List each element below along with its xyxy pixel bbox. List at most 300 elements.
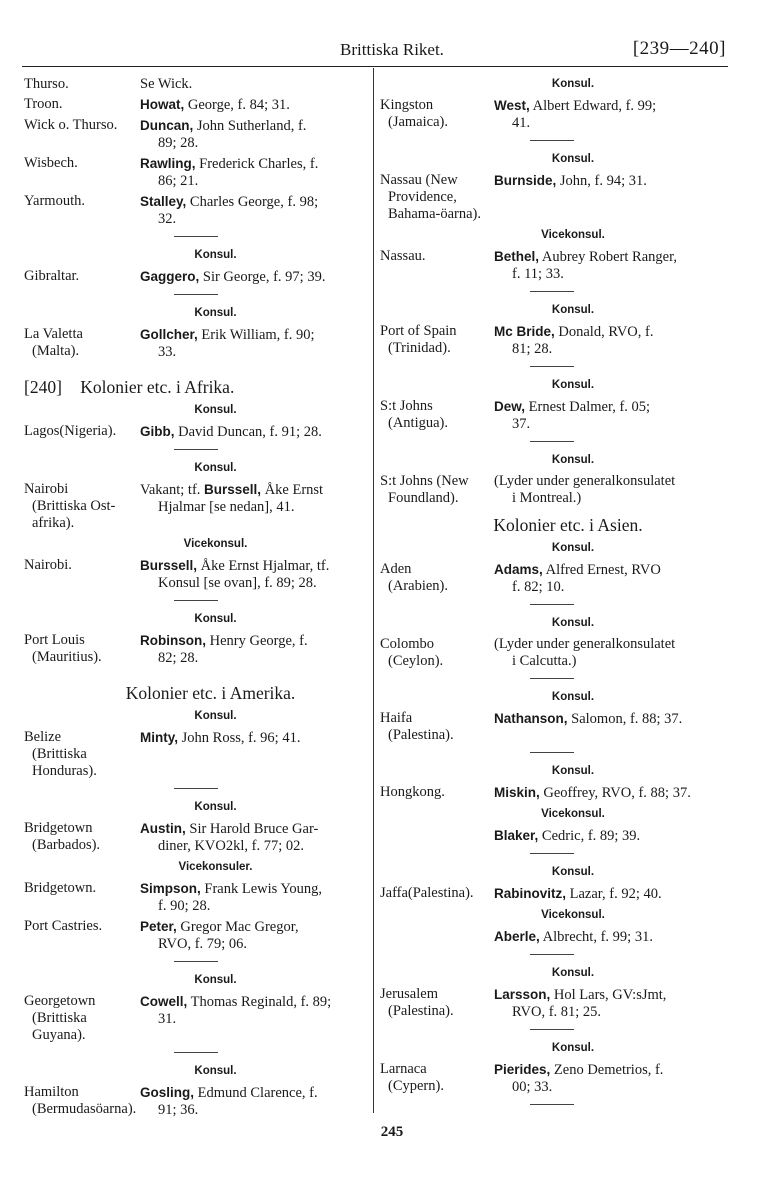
entry-location: [24, 481, 140, 532]
location-line: Colombo: [380, 636, 434, 652]
entry: [380, 172, 726, 223]
column-divider: [373, 68, 374, 1113]
entry: [380, 323, 726, 358]
person-first-line: [494, 1061, 726, 1079]
entry-person: [494, 784, 726, 802]
section-label: Konsul.: [551, 691, 595, 703]
page-number: 245: [380, 1124, 404, 1140]
location-line: S:t Johns (New: [380, 473, 469, 489]
entry: [24, 918, 367, 953]
location-line: (Ceylon).: [388, 653, 444, 669]
person-name: Aberle,: [494, 929, 540, 944]
location-line: S:t Johns: [380, 398, 433, 414]
entry-person: [494, 710, 726, 744]
person-first-line: [140, 557, 367, 575]
person-details: Charles George, f. 98;: [189, 194, 319, 210]
entry-location: [380, 885, 494, 903]
location-line: (Malta).: [32, 343, 80, 359]
location-line: Nassau.: [380, 248, 426, 264]
person-name: Adams,: [494, 562, 543, 577]
entry: [24, 268, 367, 286]
person-details: David Duncan, f. 91; 28.: [178, 424, 322, 440]
entry-location: [24, 76, 140, 93]
entry-location: [380, 248, 494, 283]
entry: [380, 928, 726, 946]
entry-location: [24, 326, 140, 361]
entry-location: [380, 710, 494, 744]
entry: [24, 326, 367, 361]
person-name: Bethel,: [494, 249, 540, 264]
location-line: Port Castries.: [24, 918, 103, 934]
location-line: afrika).: [32, 515, 75, 531]
entry: [380, 636, 726, 670]
entry-person: [140, 423, 367, 441]
person-details-cont: 00; 33.: [512, 1079, 553, 1095]
location-line: Belize: [24, 729, 62, 745]
separator-rule: [174, 788, 218, 789]
entry: [24, 481, 367, 532]
person-first-line: [494, 710, 726, 728]
entry-person: [140, 557, 367, 592]
person-first-line: [140, 918, 367, 936]
person-name: Gaggero,: [140, 269, 200, 284]
entry: [380, 1061, 726, 1096]
person-details-cont: 37.: [512, 416, 531, 432]
person-details: Zeno Demetrios, f.: [553, 1062, 664, 1078]
section-number: [240]: [24, 377, 62, 397]
person-details-cont: 86; 21.: [158, 173, 199, 189]
person-details-cont: diner, KVO2kl, f. 77; 02.: [158, 838, 305, 854]
location-line: (Jamaica).: [388, 114, 448, 130]
person-name: West,: [494, 98, 530, 113]
entry-location: [380, 473, 494, 507]
entry-location: [24, 193, 140, 228]
location-line: (Brittiska Ost-: [32, 498, 116, 514]
section-label: Konsul.: [194, 404, 237, 416]
location-line: (Cypern).: [388, 1078, 444, 1094]
entry: [380, 398, 726, 433]
separator-rule: [174, 449, 218, 450]
separator-rule: [174, 294, 218, 295]
person-details-cont: f. 11; 33.: [512, 266, 564, 282]
left-top-entries: [24, 76, 367, 228]
entry: [24, 155, 367, 190]
section-label: Konsul.: [551, 1042, 595, 1054]
separator-rule: [530, 1104, 574, 1105]
section-label: Konsul.: [551, 454, 595, 466]
page-header-title: Brittiska Riket.: [340, 40, 444, 59]
location-line: (Barbados).: [32, 837, 101, 853]
person-details: Salomon, f. 88; 37.: [571, 711, 683, 727]
location-line: Nassau (New: [380, 172, 458, 188]
person-details: Åke Ernst: [264, 482, 324, 498]
location-line: (Arabien).: [388, 578, 448, 594]
person-details: Sir George, f. 97; 39.: [202, 269, 326, 285]
entry-location: [380, 398, 494, 433]
person-name: Dew,: [494, 399, 526, 414]
person-details-cont: 89; 28.: [158, 135, 199, 151]
entry: [380, 561, 726, 596]
person-first-line: [494, 636, 726, 653]
person-details: (Lyder under generalkonsulatet: [494, 636, 676, 652]
location-line: (Antigua).: [388, 415, 448, 431]
section-label: Konsul.: [194, 613, 237, 625]
person-name: Burssell,: [204, 482, 262, 497]
separator-rule: [530, 604, 574, 605]
section-label: Vicekonsul.: [541, 229, 605, 241]
entry-location: [380, 986, 494, 1021]
entry: [380, 827, 726, 845]
section-title: Kolonier etc. i Afrika.: [80, 377, 235, 397]
entry: [380, 97, 726, 132]
entry-person: [494, 928, 726, 946]
person-name: Rabinovitz,: [494, 886, 567, 901]
separator-rule: [174, 236, 218, 237]
entry: [380, 784, 726, 802]
entry-person: [140, 117, 367, 152]
section-label: Konsul.: [551, 153, 595, 165]
person-first-line: [494, 398, 726, 416]
location-line: Port Louis: [24, 632, 85, 648]
location-line: Honduras).: [32, 763, 97, 779]
entry: [24, 423, 367, 441]
person-name: Miskin,: [494, 785, 540, 800]
location-line: Haifa: [380, 710, 413, 726]
person-name: Blaker,: [494, 828, 539, 843]
person-name: Robinson,: [140, 633, 206, 648]
location-line: Port of Spain: [380, 323, 457, 339]
person-first-line: [140, 880, 367, 898]
person-name: Rawling,: [140, 156, 196, 171]
person-name: Minty,: [140, 730, 178, 745]
entry-location: [380, 97, 494, 132]
entry: [24, 820, 367, 855]
location-line: Thurso.: [24, 76, 69, 92]
section-label: Konsul.: [551, 379, 595, 391]
entry: [380, 885, 726, 903]
entry-location: [24, 820, 140, 855]
location-line: Lagos(Nigeria).: [24, 423, 117, 439]
location-line: (Brittiska: [32, 1010, 87, 1026]
header-rule: [22, 66, 728, 67]
section-label: Konsul.: [551, 78, 595, 90]
person-first-line: [140, 155, 367, 173]
person-first-line: [140, 76, 367, 93]
section-label: Konsul.: [551, 542, 595, 554]
person-first-line: [494, 784, 726, 802]
person-details: Alfred Ernest, RVO: [545, 562, 661, 578]
separator-rule: [530, 1029, 574, 1030]
entry-person: [140, 918, 367, 953]
separator-rule: [174, 1052, 218, 1053]
entry-person: [494, 398, 726, 433]
person-first-line: [494, 97, 726, 115]
section-heading-amerika: Kolonier etc. i Amerika.: [125, 683, 296, 703]
entry: [24, 993, 367, 1044]
entry-person: [140, 326, 367, 361]
person-details: Albert Edward, f. 99;: [532, 98, 657, 114]
entry-location: [380, 928, 494, 946]
entry-location: [24, 117, 140, 152]
person-first-line: [140, 423, 367, 441]
entry-location: [380, 784, 494, 802]
location-line: Kingston: [380, 97, 434, 113]
person-first-line: [140, 481, 367, 499]
person-first-line: [494, 928, 726, 946]
entry-location: [24, 729, 140, 780]
entry: [24, 117, 367, 152]
entry-location: [380, 1061, 494, 1096]
location-line: (Palestina).: [388, 1003, 454, 1019]
person-first-line: [494, 827, 726, 845]
entry-person: [494, 323, 726, 358]
person-details: Gregor Mac Gregor,: [180, 919, 299, 935]
entry-location: [24, 918, 140, 953]
person-first-line: [140, 117, 367, 135]
section-label: Vicekonsul.: [541, 909, 605, 921]
section-label: Konsul.: [194, 307, 237, 319]
person-details-cont: f. 90; 28.: [158, 898, 211, 914]
entry-person: [140, 193, 367, 228]
person-details: Donald, RVO, f.: [558, 324, 654, 340]
person-name: Gibb,: [140, 424, 175, 439]
entry: [380, 986, 726, 1021]
person-details: (Lyder under generalkonsulatet: [494, 473, 676, 489]
entry-person: [494, 986, 726, 1021]
person-first-line: [494, 473, 726, 490]
person-details-cont: Konsul [se ovan], f. 89; 28.: [158, 575, 317, 591]
entry-person: [494, 473, 726, 507]
entry-person: [140, 632, 367, 667]
entry: [380, 473, 726, 507]
location-line: Guyana).: [32, 1027, 86, 1043]
entry-location: [24, 632, 140, 667]
page-section-range: [239—240]: [632, 38, 726, 59]
section-label: Konsul.: [551, 765, 595, 777]
separator-rule: [530, 853, 574, 854]
person-details: John Sutherland, f.: [196, 118, 307, 134]
person-details-cont: 82; 28.: [158, 650, 199, 666]
person-details-cont: 31.: [158, 1011, 177, 1027]
entry-location: [24, 268, 140, 286]
entry-location: [24, 423, 140, 441]
section-label: Konsul.: [194, 710, 237, 722]
entry-location: [24, 880, 140, 915]
person-details: George, f. 84; 31.: [187, 97, 290, 113]
person-name: Howat,: [140, 97, 185, 112]
section-label: Konsul.: [194, 249, 237, 261]
person-details: John Ross, f. 96; 41.: [181, 730, 301, 746]
person-details: Geoffrey, RVO, f. 88; 37.: [543, 785, 691, 801]
person-name: Stalley,: [140, 194, 187, 209]
section-label: Konsul.: [194, 801, 237, 813]
entry-person: [494, 636, 726, 670]
location-line: (Mauritius).: [32, 649, 102, 665]
location-line: Yarmouth.: [24, 193, 85, 209]
location-line: Bridgetown.: [24, 880, 97, 896]
person-name: Burnside,: [494, 173, 557, 188]
entry-prefix: Vakant; tf.: [140, 482, 201, 498]
location-line: Bridgetown: [24, 820, 93, 836]
location-line: Aden: [380, 561, 412, 577]
section-label: Vicekonsul.: [541, 808, 605, 820]
entry-person: [494, 97, 726, 132]
person-details-cont: i Montreal.): [512, 490, 582, 506]
section-label: Konsul.: [194, 974, 237, 986]
entry-location: [24, 557, 140, 592]
entry: [24, 557, 367, 592]
entry: [24, 76, 367, 93]
entry-person: [140, 155, 367, 190]
section-label: Vicekonsuler.: [178, 861, 253, 873]
right-column: [380, 76, 726, 1111]
entry-person: [140, 880, 367, 915]
person-details: Cedric, f. 89; 39.: [541, 828, 641, 844]
entry-person: [494, 172, 726, 223]
location-line: Foundland).: [388, 490, 459, 506]
entry-person: [494, 561, 726, 596]
person-name: Gollcher,: [140, 327, 198, 342]
person-details-cont: 81; 28.: [512, 341, 553, 357]
entry-location: [380, 636, 494, 670]
entry-person: [494, 827, 726, 845]
separator-rule: [530, 678, 574, 679]
person-first-line: [494, 986, 726, 1004]
person-details: Aubrey Robert Ranger,: [541, 249, 677, 265]
location-line: Jaffa(Palestina).: [380, 885, 474, 901]
section-label: Konsul.: [551, 967, 595, 979]
person-name: Mc Bride,: [494, 324, 555, 339]
person-name: Austin,: [140, 821, 186, 836]
person-name: Duncan,: [140, 118, 194, 133]
separator-rule: [530, 752, 574, 753]
location-line: Hongkong.: [380, 784, 445, 800]
entry-person: [140, 96, 367, 114]
location-line: La Valetta: [24, 326, 83, 342]
person-name: Burssell,: [140, 558, 198, 573]
person-name: Pierides,: [494, 1062, 551, 1077]
person-details: Edmund Clarence, f.: [197, 1085, 318, 1101]
separator-rule: [530, 441, 574, 442]
entry: [24, 880, 367, 915]
person-first-line: [140, 993, 367, 1011]
person-first-line: [494, 885, 726, 903]
location-line: (Palestina).: [388, 727, 454, 743]
entry-location: [380, 827, 494, 845]
person-name: Larsson,: [494, 987, 551, 1002]
section-label: Konsul.: [551, 617, 595, 629]
person-details: Thomas Reginald, f. 89;: [190, 994, 332, 1010]
entry-location: [24, 96, 140, 114]
person-first-line: [140, 193, 367, 211]
entry: [380, 710, 726, 744]
person-name: Cowell,: [140, 994, 188, 1009]
separator-rule: [174, 961, 218, 962]
person-first-line: [494, 172, 726, 190]
person-first-line: [494, 323, 726, 341]
entry-location: [380, 561, 494, 596]
person-details: John, f. 94; 31.: [559, 173, 647, 189]
entry-person: [140, 268, 367, 286]
entry-person: [140, 76, 367, 93]
person-first-line: [140, 820, 367, 838]
section-label: Konsul.: [551, 304, 595, 316]
person-name: Nathanson,: [494, 711, 568, 726]
separator-rule: [174, 600, 218, 601]
separator-rule: [530, 140, 574, 141]
person-details-cont: 32.: [158, 211, 177, 227]
entry-person: [140, 820, 367, 855]
separator-rule: [530, 366, 574, 367]
person-details: Hol Lars, GV:sJmt,: [553, 987, 667, 1003]
section-label: Konsul.: [194, 1065, 237, 1077]
person-details-cont: 91; 36.: [158, 1102, 199, 1118]
entry-person: [140, 1084, 367, 1119]
location-line: Nairobi: [24, 481, 69, 497]
person-details-cont: RVO, f. 79; 06.: [158, 936, 248, 952]
location-line: Georgetown: [24, 993, 96, 1009]
section-label: Vicekonsul.: [183, 538, 248, 550]
person-first-line: [494, 561, 726, 579]
location-line: Hamilton: [24, 1084, 79, 1100]
person-name: Gosling,: [140, 1085, 194, 1100]
section-label: Konsul.: [551, 866, 595, 878]
person-details-cont: 33.: [158, 344, 177, 360]
person-details: Henry George, f.: [209, 633, 308, 649]
person-details-cont: 41.: [512, 115, 531, 131]
person-details-cont: f. 82; 10.: [512, 579, 565, 595]
section-label: Konsul.: [194, 462, 237, 474]
person-details: Frederick Charles, f.: [199, 156, 319, 172]
location-line: Wick o. Thurso.: [24, 117, 118, 133]
location-line: Jerusalem: [380, 986, 438, 1002]
person-details-cont: Hjalmar [se nedan], 41.: [158, 499, 295, 515]
section-heading-asien: Kolonier etc. i Asien.: [493, 515, 643, 535]
location-line: Bahama-öarna).: [388, 206, 481, 222]
entry-location: [24, 155, 140, 190]
entry-person: [494, 1061, 726, 1096]
entry: [24, 632, 367, 667]
entry-location: [24, 993, 140, 1044]
running-header: [0, 40, 784, 64]
location-line: (Bermudasöarna).: [32, 1101, 137, 1117]
location-line: Nairobi.: [24, 557, 72, 573]
entry-person: [140, 481, 367, 532]
location-line: Wisbech.: [24, 155, 78, 171]
entry-location: [380, 323, 494, 358]
person-details: Se Wick.: [140, 76, 193, 92]
entry-person: [140, 993, 367, 1044]
location-line: Providence,: [388, 189, 457, 205]
person-first-line: [140, 632, 367, 650]
person-details: Lazar, f. 92; 40.: [569, 886, 662, 902]
person-details: Åke Ernst Hjalmar, tf.: [200, 558, 330, 574]
location-line: Larnaca: [380, 1061, 427, 1077]
person-first-line: [140, 1084, 367, 1102]
person-first-line: [140, 326, 367, 344]
entry-location: [380, 172, 494, 223]
person-details-cont: RVO, f. 81; 25.: [512, 1004, 602, 1020]
entry: [24, 1084, 367, 1119]
person-first-line: [494, 248, 726, 266]
separator-rule: [530, 291, 574, 292]
person-first-line: [140, 729, 367, 747]
left-column: [24, 76, 367, 1122]
entry: [24, 729, 367, 780]
person-name: Peter,: [140, 919, 177, 934]
section-heading-afrika: [24, 379, 367, 396]
person-name: Simpson,: [140, 881, 201, 896]
